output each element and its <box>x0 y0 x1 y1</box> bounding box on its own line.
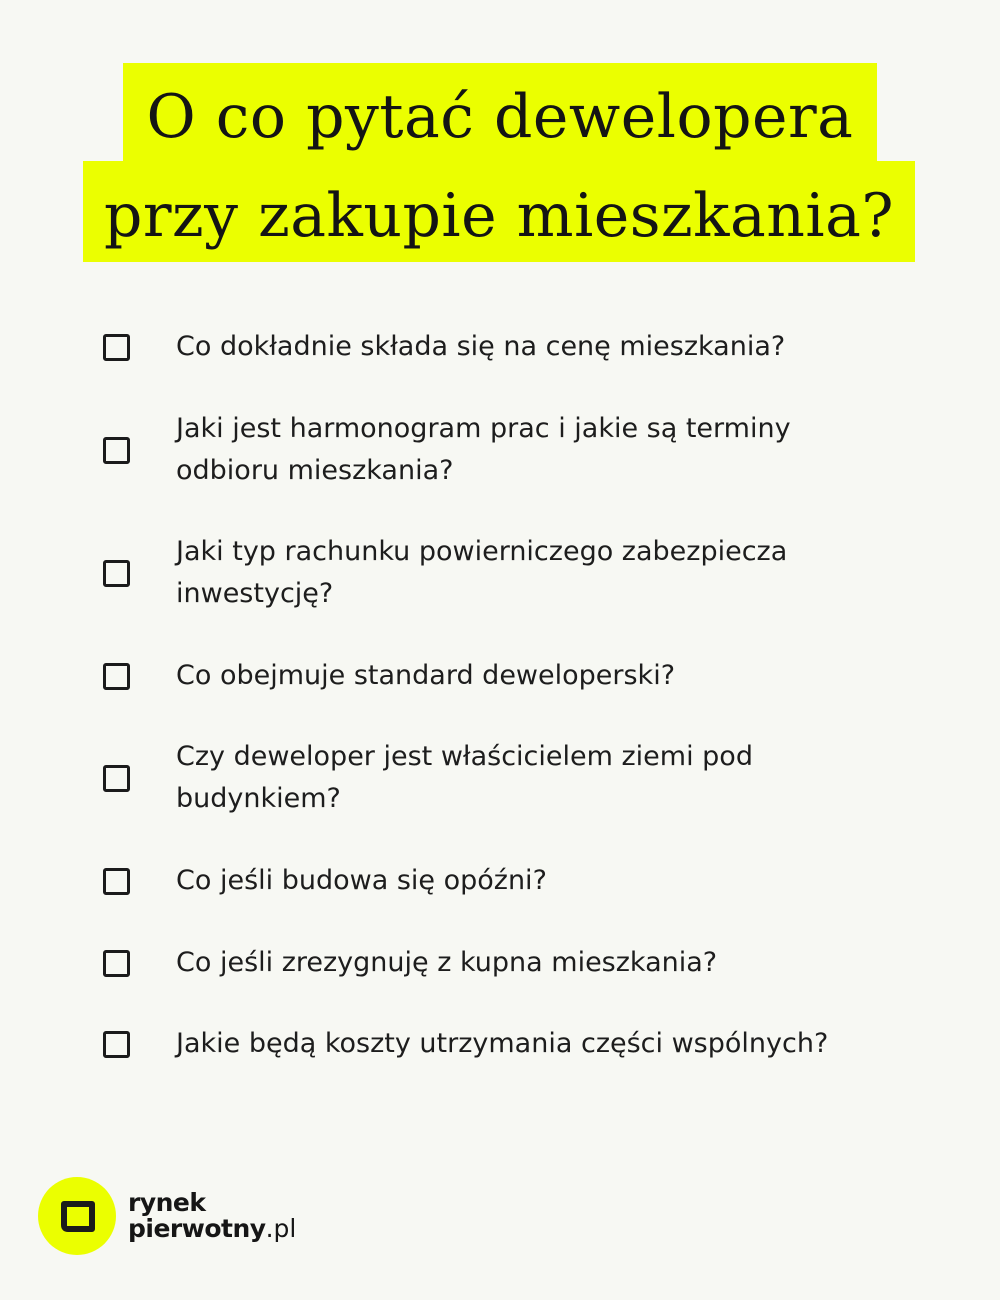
checkbox-icon[interactable] <box>103 334 130 361</box>
checklist-item[interactable] <box>103 655 923 697</box>
brand-logo[interactable] <box>38 1176 296 1256</box>
checkbox-icon[interactable] <box>103 560 130 587</box>
logo-mark-icon <box>38 1177 116 1255</box>
checkbox-icon[interactable] <box>103 1031 130 1058</box>
checklist-item-text: Czy deweloper jest właścicielem ziemi pod budynkiem? <box>176 741 753 814</box>
logo-word-pierwotny: pierwotny <box>128 1214 266 1243</box>
checklist-item[interactable] <box>103 1023 923 1065</box>
page-title-text-1: O co pytać dewelopera <box>146 82 854 152</box>
checkbox-icon[interactable] <box>103 765 130 792</box>
checklist-item-text: Co jeśli zrezygnuję z kupna mieszkania? <box>176 947 718 978</box>
checklist-item-text: Jaki typ rachunku powierniczego zabezpiecza inwestycję? <box>176 536 788 609</box>
logo-word-rynek: rynek <box>128 1188 206 1217</box>
checklist-item[interactable] <box>103 408 923 492</box>
checkbox-icon[interactable] <box>103 950 130 977</box>
checklist-item-text: Co dokładnie składa się na cenę mieszkania? <box>176 331 786 362</box>
checklist-item-text: Co obejmuje standard deweloperski? <box>176 660 676 691</box>
logo-tld: .pl <box>265 1214 297 1243</box>
logo-wordmark <box>128 1190 296 1242</box>
checkbox-icon[interactable] <box>103 868 130 895</box>
checklist-item-text: Jaki jest harmonogram prac i jakie są terminy odbioru mieszkania? <box>176 413 791 486</box>
checkbox-icon[interactable] <box>103 663 130 690</box>
checklist-item[interactable] <box>103 326 923 368</box>
checklist-item-text: Co jeśli budowa się opóźni? <box>176 865 547 896</box>
page-title-text-2: przy zakupie mieszkania? <box>103 180 895 251</box>
checklist-item[interactable] <box>103 531 923 615</box>
checklist-item[interactable] <box>103 860 923 902</box>
checklist-item-text: Jakie będą koszty utrzymania części wspólnych? <box>176 1028 829 1059</box>
checkbox-icon[interactable] <box>103 437 130 464</box>
checklist-item[interactable] <box>103 942 923 984</box>
checklist-item[interactable] <box>103 736 923 820</box>
